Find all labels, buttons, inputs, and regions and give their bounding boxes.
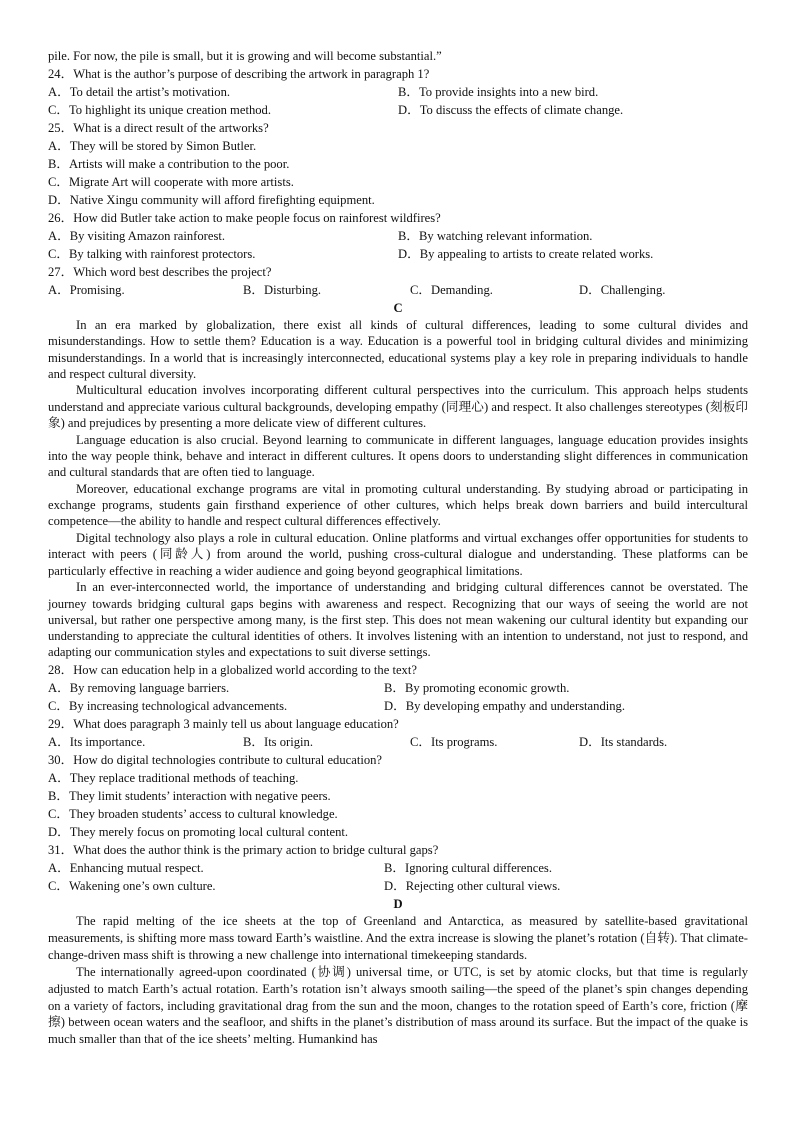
options-row xyxy=(48,101,748,119)
question-30 xyxy=(48,751,748,841)
option-b: B．By watching relevant information. xyxy=(398,229,593,243)
exam-page xyxy=(48,47,748,1048)
passage-paragraph: The internationally agreed-upon coordinated (协调) universal time, or UTC, is set by atomic clocks, but that time is regularly adjusted to match Earth’s actual rotation. Earth’s rotation isn’t always smooth sailing—the speed of the planet’s spin changes depending on a variety of factors, including gravitational drag from the sun and the moon, changes to the rotation speed of Earth’s core, friction (摩擦) between ocean waters and the seafloor, and shifts in the planet’s distribution of mass around its surface. But the impact of the quake is much smaller than that of the ice sheets’ melting. Humankind has xyxy=(48,964,748,1047)
question-stem: 27．Which word best describes the project? xyxy=(48,265,272,279)
option-a: A．Enhancing mutual respect. xyxy=(48,861,204,876)
option-c: C．By talking with rainforest protectors. xyxy=(48,247,256,261)
question-31 xyxy=(48,841,748,895)
question-29 xyxy=(48,715,748,751)
option-a: A．To detail the artist’s motivation. xyxy=(48,85,231,99)
option-d: D．They merely focus on promoting local cultural content. xyxy=(48,825,349,840)
question-stem: 28．How can education help in a globalized world according to the text? xyxy=(48,663,417,678)
option-b: B．Disturbing. xyxy=(243,283,322,297)
question-28 xyxy=(48,661,748,715)
passage-paragraph: Language education is also crucial. Beyond learning to communicate in different languages, language education provides insights into the way people think, behave and interact in different cultures. It opens doors to understanding slight differences in communication and cultural standards that are often tied to language. xyxy=(48,432,748,480)
option-c: C．By increasing technological advancements. xyxy=(48,699,288,714)
passage-paragraph: Multicultural education involves incorporating different cultural perspectives into the curriculum. This approach helps students understand and appreciate various cultural backgrounds, developing empathy (同理心) and respect. It also challenges stereotypes (刻板印象) and prejudices by presenting a more delicate view of different cultures. xyxy=(48,383,748,431)
options-row xyxy=(48,245,748,263)
option-a: A．They replace traditional methods of teaching. xyxy=(48,771,299,786)
option-a: A．By visiting Amazon rainforest. xyxy=(48,229,225,243)
option-c: C．Its programs. xyxy=(410,735,498,750)
option-b: B．To provide insights into a new bird. xyxy=(398,85,599,99)
passage-paragraph: Digital technology also plays a role in cultural education. Online platforms and virtual exchanges offer opportunities for students to interact with peers (同龄人) from around the world, pushing cross-cultural dialogue and understanding. These platforms can be particularly effective in reaching a wider audience and going beyond geographical limitations. xyxy=(48,531,748,578)
option-c: C．Wakening one’s own culture. xyxy=(48,879,216,894)
option-a: A．By removing language barriers. xyxy=(48,681,230,696)
question-27 xyxy=(48,263,748,299)
option-d: D．To discuss the effects of climate change. xyxy=(398,103,624,117)
options-row xyxy=(48,877,748,895)
options-row xyxy=(48,679,748,697)
passage-paragraph: In an era marked by globalization, there exist all kinds of cultural differences, leading to some cultural divides and misunderstandings. How to settle them? Education is a way. Education is a powerful tool in bridging cultural divides and minimizing misunderstandings. In a world that is increasingly interconnected, educational systems play a key role in preparing individuals to handle and respect cultural diversity. xyxy=(48,318,748,381)
question-stem: 26．How did Butler take action to make people focus on rainforest wildfires? xyxy=(48,211,441,225)
option-c: C．To highlight its unique creation method. xyxy=(48,103,271,117)
options-row xyxy=(48,281,748,299)
question-stem: 29．What does paragraph 3 mainly tell us about language education? xyxy=(48,717,399,732)
question-25 xyxy=(48,119,748,209)
section-c-title: C xyxy=(393,301,403,315)
option-a: A．Its importance. xyxy=(48,735,146,750)
intro-line: pile. For now, the pile is small, but it is growing and will become substantial.” xyxy=(48,49,442,63)
options-row xyxy=(48,83,748,101)
section-d-title: D xyxy=(393,897,403,912)
options-row xyxy=(48,859,748,877)
option-d: D．Challenging. xyxy=(579,283,666,297)
passage-paragraph: In an ever-interconnected world, the importance of understanding and bridging cultural differences cannot be overstated. The journey towards bridging cultural gaps begins with awareness and respect. Recognizing that our ways of seeing the world are not universal, but rather one perspective among many, is the first step. This does not mean wakening our cultural identity but expanding our understanding to appreciate the cultural identities of others. It involves listening with an intention to understand, not just to respond, and adapting our communication styles and expectations to suit diverse settings. xyxy=(48,580,748,660)
option-a: A．They will be stored by Simon Butler. xyxy=(48,139,257,153)
options-row xyxy=(48,227,748,245)
option-b: B．Artists will make a contribution to the poor. xyxy=(48,157,290,171)
option-b: B．By promoting economic growth. xyxy=(384,681,570,696)
option-c: C．They broaden students’ access to cultural knowledge. xyxy=(48,807,338,822)
options-row xyxy=(48,733,748,751)
passage-paragraph: Moreover, educational exchange programs are vital in promoting cultural understanding. By studying abroad or participating in exchange programs, students gain firsthand experience of other cultures, which helps break down barriers and build intercultural competence—the ability to handle and respect cultural differences effectively. xyxy=(48,481,748,529)
option-d: D．By developing empathy and understanding. xyxy=(384,699,625,714)
section-d-passage xyxy=(48,913,748,1048)
section-c-passage xyxy=(48,317,748,661)
option-a: A．Promising. xyxy=(48,283,125,297)
question-stem: 24．What is the author’s purpose of describing the artwork in paragraph 1? xyxy=(48,67,430,81)
option-c: C．Migrate Art will cooperate with more artists. xyxy=(48,175,294,189)
option-b: B．They limit students’ interaction with negative peers. xyxy=(48,789,331,804)
option-c: C．Demanding. xyxy=(410,283,493,297)
question-stem: 30．How do digital technologies contribute to cultural education? xyxy=(48,753,382,768)
option-d: D．Native Xingu community will afford firefighting equipment. xyxy=(48,193,375,207)
option-d: D．Rejecting other cultural views. xyxy=(384,879,561,894)
passage-paragraph: The rapid melting of the ice sheets at the top of Greenland and Antarctica, as measured by satellite-based gravitational measurements, is shifting more mass toward Earth’s waistline. And the extra increase is slowing the planet’s rotation (自转). That climate-change-driven mass shift is throwing a new challenge into international timekeeping standards. xyxy=(48,914,748,962)
question-24 xyxy=(48,65,748,119)
option-b: B．Its origin. xyxy=(243,735,313,750)
question-stem: 25．What is a direct result of the artworks? xyxy=(48,121,269,135)
option-d: D．Its standards. xyxy=(579,735,668,750)
option-d: D．By appealing to artists to create related works. xyxy=(398,247,654,261)
options-row xyxy=(48,697,748,715)
question-stem: 31．What does the author think is the primary action to bridge cultural gaps? xyxy=(48,843,439,858)
question-26 xyxy=(48,209,748,263)
option-b: B．Ignoring cultural differences. xyxy=(384,861,552,876)
